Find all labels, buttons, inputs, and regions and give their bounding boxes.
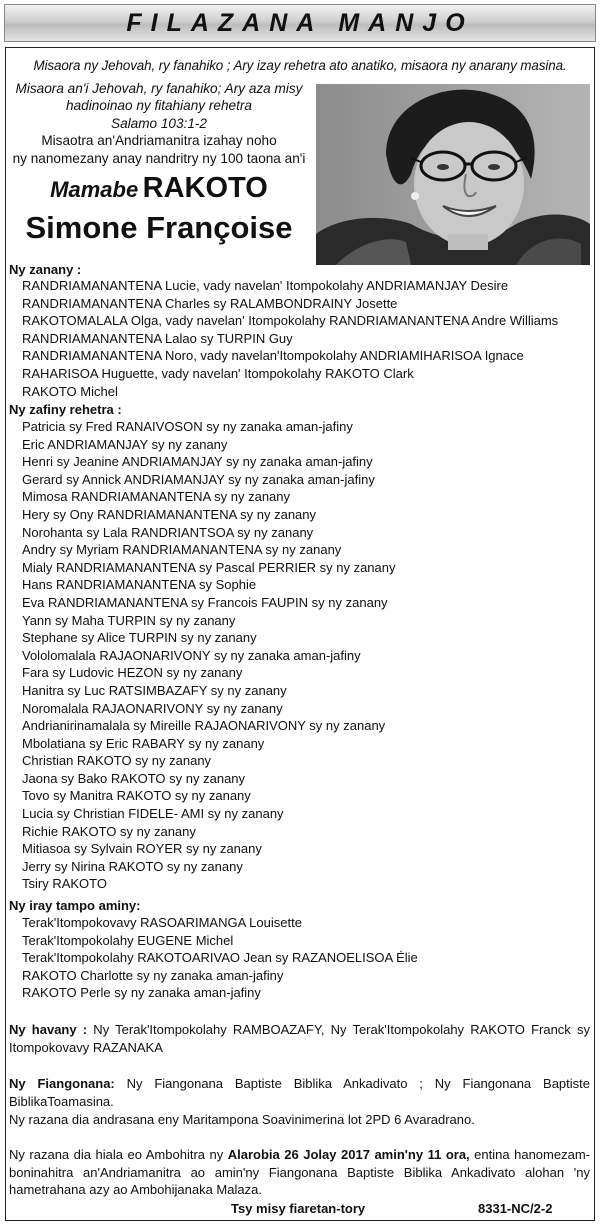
- list-item: Christian RAKOTO sy ny zanany: [22, 753, 212, 769]
- funeral-paragraph: [9, 1146, 590, 1199]
- siblings-list: [22, 914, 418, 1002]
- funeral-text-after: entina hanomezam-boninahitra an'Andriamanitra ao amin'ny Fiangonana Baptiste Biblika Ankadivato alohan 'ny hametrahana azy ao Ambohijanaka Malaza.: [9, 1147, 590, 1197]
- banner-title: FILAZANA MANJO: [126, 8, 474, 37]
- list-item: Terak'Itompokolahy EUGENE Michel: [22, 932, 234, 948]
- list-item: Gerard sy Annick ANDRIAMANJAY sy ny zanaka aman-jafiny: [22, 471, 375, 487]
- list-item: Hery sy Ony RANDRIAMANANTENA sy ny zanany: [22, 506, 317, 522]
- children-list: [22, 277, 558, 400]
- list-item: Noromalala RAJAONARIVONY sy ny zanany: [22, 700, 283, 716]
- church-text: Ny Fiangonana Baptiste Biblika Ankadivato ; Ny Fiangonana Baptiste BiblikaToamasina.: [9, 1076, 590, 1109]
- siblings-heading: Ny iray tampo aminy:: [9, 898, 141, 913]
- list-item: RANDRIAMANANTENA Lucie, vady navelan' Itompokolahy ANDRIAMANJAY Desire: [22, 278, 509, 293]
- list-item: Mitiasoa sy Sylvain ROYER sy ny zanany: [22, 841, 262, 857]
- list-item: Henri sy Jeanine ANDRIAMANJAY sy ny zanaka aman-jafiny: [22, 454, 373, 470]
- name-prefix: Mamabe: [50, 177, 139, 202]
- list-item: Norohanta sy Lala RANDRIANTSOA sy ny zanany: [22, 524, 314, 540]
- surname: RAKOTO: [142, 172, 268, 204]
- footer-reference: 8331-NC/2-2: [478, 1201, 553, 1216]
- list-item: Eric ANDRIAMANJAY sy ny zanany: [22, 436, 228, 452]
- wake-paragraph: Ny razana dia andrasana eny Maritampona Soavinimerina lot 2PD 6 Avaradrano.: [9, 1112, 475, 1127]
- intro-line: Misaotra an'Andriamanitra izahay noho: [41, 133, 277, 149]
- list-item: RANDRIAMANANTENA Charles sy RALAMBONDRAINY Josette: [22, 295, 398, 311]
- verse-top: Misaora ny Jehovah, ry fanahiko ; Ary izay rehetra ato anatiko, misaora ny anarany masina.: [33, 58, 567, 73]
- list-item: RAKOTOMALALA Olga, vady navelan' Itompokolahy RANDRIAMANANTENA Andre Williams: [22, 313, 559, 329]
- given-names: Simone Françoise: [25, 210, 293, 245]
- list-item: RAKOTO Perle sy ny zanaka aman-jafiny: [22, 985, 261, 1001]
- in-laws-text: Ny Terak'Itompokolahy RAMBOAZAFY, Ny Terak'Itompokolahy RAKOTO Franck sy Itompokovavy RAZANAKA: [9, 1022, 590, 1055]
- list-item: RANDRIAMANANTENA Lalao sy TURPIN Guy: [22, 330, 293, 346]
- list-item: Richie RAKOTO sy ny zanany: [22, 823, 196, 839]
- funeral-text-before: Ny razana dia hiala eo Ambohitra ny: [9, 1147, 228, 1162]
- grandchildren-heading: Ny zafiny rehetra :: [9, 402, 122, 417]
- list-item: Mialy RANDRIAMANANTENA sy Pascal PERRIER sy ny zanany: [22, 559, 396, 575]
- list-item: Andry sy Myriam RANDRIAMANANTENA sy ny zanany: [22, 542, 342, 558]
- list-item: Terak'Itompokovavy RASOARIMANGA Louisette: [22, 915, 302, 930]
- intro-line: hadinoinao ny fitahiany rehetra: [66, 98, 252, 114]
- church-paragraph: [9, 1075, 590, 1110]
- list-item: Hanitra sy Luc RATSIMBAZAFY sy ny zanany: [22, 682, 287, 698]
- funeral-date: Alarobia 26 Jolay 2017 amin'ny 11 ora,: [227, 1147, 470, 1162]
- grandchildren-list: [22, 418, 395, 893]
- header-banner: [4, 4, 596, 42]
- list-item: Terak'Itompokolahy RAKOTOARIVAO Jean sy RAZANOELISOA Élie: [22, 950, 418, 966]
- list-item: Jaona sy Bako RAKOTO sy ny zanany: [22, 770, 246, 786]
- portrait-illustration: [316, 84, 590, 265]
- intro-line: ny nanomezany anay nandritry ny 100 taona an'i: [12, 150, 306, 166]
- list-item: RANDRIAMANANTENA Noro, vady navelan'Itompokolahy ANDRIAMIHARISOA Ignace: [22, 348, 524, 364]
- children-heading: Ny zanany :: [9, 262, 82, 277]
- list-item: Mbolatiana sy Eric RABARY sy ny zanany: [22, 735, 265, 751]
- list-item: RAHARISOA Huguette, vady navelan' Itompokolahy RAKOTO Clark: [22, 365, 414, 381]
- list-item: Hans RANDRIAMANANTENA sy Sophie: [22, 577, 257, 593]
- list-item: Jerry sy Nirina RAKOTO sy ny zanany: [22, 858, 243, 874]
- footer-note: Tsy misy fiaretan-tory: [231, 1201, 366, 1216]
- list-item: Lucia sy Christian FIDELE- AMI sy ny zanany: [22, 806, 284, 822]
- list-item: Yann sy Maha TURPIN sy ny zanany: [22, 612, 236, 628]
- intro-block: [8, 80, 310, 167]
- list-item: Tovo sy Manitra RAKOTO sy ny zanany: [22, 788, 251, 804]
- portrait-photo: [316, 84, 590, 265]
- church-label: Ny Fiangonana:: [9, 1076, 115, 1091]
- list-item: RAKOTO Michel: [22, 383, 118, 399]
- list-item: Eva RANDRIAMANANTENA sy Francois FAUPIN sy ny zanany: [22, 594, 388, 610]
- in-laws-paragraph: [9, 1021, 590, 1056]
- list-item: Andrianirinamalala sy Mireille RAJAONARIVONY sy ny zanany: [22, 718, 386, 734]
- list-item: Mimosa RANDRIAMANANTENA sy ny zanany: [22, 489, 291, 505]
- list-item: Fara sy Ludovic HEZON sy ny zanany: [22, 665, 243, 681]
- list-item: Vololomalala RAJAONARIVONY sy ny zanaka aman-jafiny: [22, 647, 361, 663]
- list-item: Tsiry RAKOTO: [22, 876, 107, 892]
- deceased-name-line1: [8, 172, 310, 205]
- list-item: Patricia sy Fred RANAIVOSON sy ny zanaka aman-jafiny: [22, 419, 353, 434]
- intro-line: Misaora an'i Jehovah, ry fanahiko; Ary aza misy: [15, 81, 303, 96]
- list-item: RAKOTO Charlotte sy ny zanaka aman-jafiny: [22, 967, 284, 983]
- intro-line: Salamo 103:1-2: [111, 115, 207, 131]
- list-item: Stephane sy Alice TURPIN sy ny zanany: [22, 630, 257, 646]
- in-laws-label: Ny havany :: [9, 1022, 88, 1037]
